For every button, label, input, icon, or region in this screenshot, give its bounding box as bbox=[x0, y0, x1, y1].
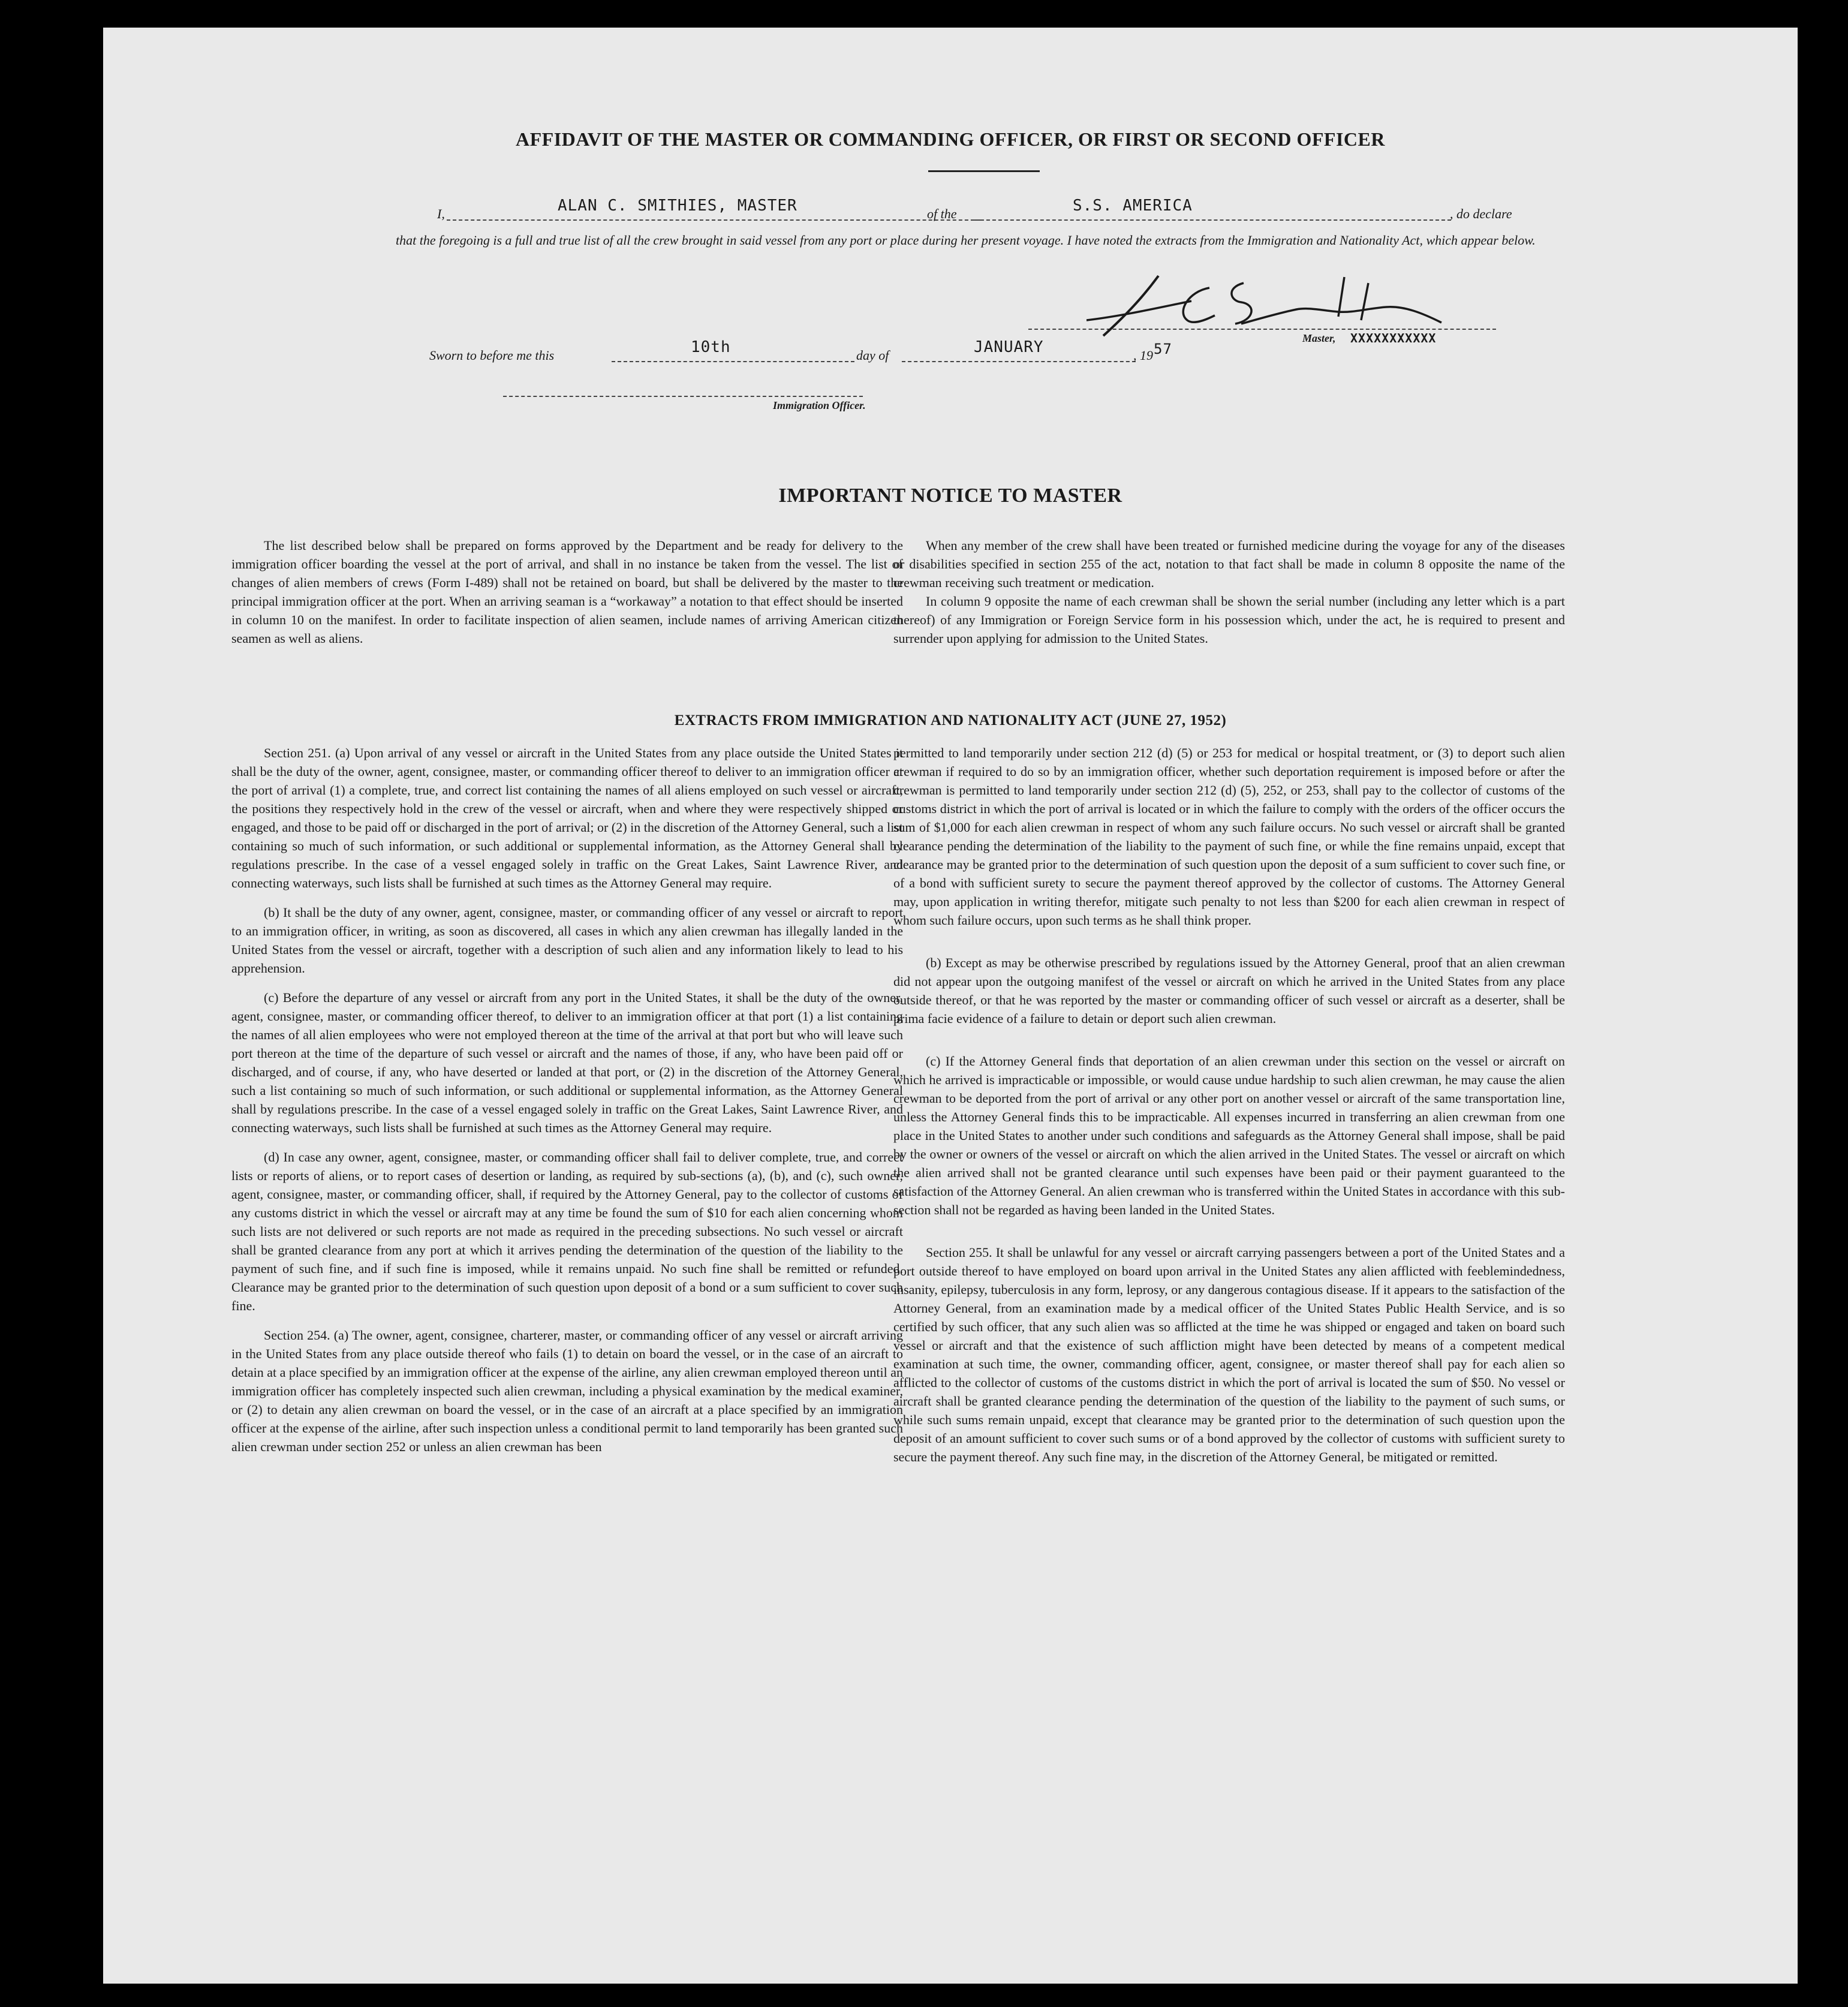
i-label: I, bbox=[437, 206, 445, 221]
sworn-month: JANUARY bbox=[974, 338, 1044, 356]
do-declare-label: , do declare bbox=[1450, 206, 1512, 221]
declarant-name: ALAN C. SMITHIES, MASTER bbox=[558, 197, 797, 215]
day-of-label: day of bbox=[856, 348, 889, 363]
affidavit-title: AFFIDAVIT OF THE MASTER OR COMMANDING OFFICER, OR FIRST OR SECOND OFFICER bbox=[516, 128, 1385, 150]
year-prefix: , 19 bbox=[1133, 348, 1153, 363]
title-underline bbox=[928, 170, 1040, 172]
vessel-line bbox=[974, 219, 1451, 221]
section-251-a: Section 251. (a) Upon arrival of any vessel or aircraft in the United States from any place outside the United States it shall be the duty of the owner, agent, consignee, master, or commanding officer thereof to deliver to an immigration officer at the port of arrival (1) a complete, true, and correct list containing the names of all aliens employed on such vessel or aircraft, the positions they respectively hold in the crew of the vessel or aircraft, when and where they were respectively shipped or engaged, and those to be paid off or discharged in the port of arrival; or (2) in the discretion of the Attorney General, such a list containing so much of such information, or such additional or supplemental information, as the Attorney General shall by regulations prescribe. In the case of a vessel engaged solely in traffic on the Great Lakes, Saint Lawrence River, and connecting waterways, such lists shall be furnished at such times as the Attorney General may require. bbox=[231, 745, 903, 890]
sworn-day: 10th bbox=[691, 338, 731, 356]
extracts-title: EXTRACTS FROM IMMIGRATION AND NATIONALITY ACT (JUNE 27, 1952) bbox=[674, 712, 1227, 729]
vessel-name: S.S. AMERICA bbox=[1073, 197, 1193, 215]
sworn-month-line bbox=[902, 361, 1136, 362]
sworn-day-line bbox=[612, 361, 854, 362]
section-255: Section 255. It shall be unlawful for any vessel or aircraft carrying passengers between a port of the United States and a port outside thereof to have employed on board upon arrival in the United States any alien afflicted with feeblemindedness, insanity, epilepsy, tuberculosis in any form, leprosy, or any dangerous contagious disease. If it appears to the satisfaction of the Attorney General, from an examination made by a medical officer of the United States Public Health Service, and is so certified by such officer, that any such alien was so afflicted at the time he was shipped or engaged and taken on board such vessel or aircraft and that the existence of such affliction might have been detected by means of a competent medical examination at such time, the owner, commanding officer, agent, consignee, or master thereof shall pay for each alien so afflicted to the collector of customs of the customs district in which the port of arrival is located the sum of $50. No vessel or aircraft shall be granted clearance pending the determination of the question of the liability to the payment of such sums, or while such sums remain unpaid, except that clearance may be granted prior to the determination of such question upon the deposit of an amount sufficient to cover such sums or of a bond approved by the collector of customs with sufficient surety to secure the payment thereof. Any such fine may, in the discretion of the Attorney General, be mitigated or remitted. bbox=[893, 1245, 1565, 1464]
immigration-officer-label: Immigration Officer. bbox=[773, 399, 866, 411]
section-251-c: (c) Before the departure of any vessel or aircraft from any port in the United States, it shall be the duty of the owner, agent, consignee, master, or commanding officer thereof, to deliver to an immigration officer at that port (1) a list containing the names of all alien employees who were not employed thereon at the time of the arrival at that port but who will leave such port thereon at the time of the departure of such vessel or aircraft and the names of those, if any, who have been paid off or discharged, and of course, if any, who have deserted or landed at that port, or (2) in the discretion of the Attorney General, such a list containing so much of such information, or such additional or supplemental information, as the Attorney General shall by regulations prescribe. In the case of a vessel engaged solely in traffic on the Great Lakes, Saint Lawrence River, and connecting waterways, such lists shall be furnished at such times as the Attorney General may require. bbox=[231, 990, 903, 1135]
sworn-label: Sworn to before me this bbox=[429, 348, 555, 363]
struck-officer-title: XXXXXXXXXXX bbox=[1350, 331, 1437, 345]
signature-caption: Master, bbox=[1302, 332, 1336, 344]
extracts-right-column bbox=[893, 744, 1565, 1477]
section-251-b: (b) It shall be the duty of any owner, agent, consignee, master, or commanding officer of any vessel or aircraft to report to an immigration officer, in writing, as soon as discovered, all cases in which any alien crewman has illegally landed in the United States from the vessel or aircraft, together with a description of such alien and any information likely to lead to his apprehension. bbox=[231, 905, 903, 976]
declarant-line bbox=[447, 219, 980, 221]
notice-right-paragraph-1: When any member of the crew shall have been treated or furnished medicine during the voyage for any of the diseases or disabilities specified in section 255 of the act, notation to that fact shall be made in column 8 opposite the name of the crewman receiving such treatment or medication. bbox=[893, 538, 1565, 590]
section-254-a: Section 254. (a) The owner, agent, consignee, charterer, master, or commanding officer of any vessel or aircraft arriving in the United States from any place outside thereof who fails (1) to detain on board the vessel, or in the case of an aircraft to detain at a place specified by an immigration officer at the expense of the airline, any alien crewman employed thereon until an immigration officer has completely inspected such alien crewman, including a physical examination by the medical examiner, or (2) to detain any alien crewman on board the vessel, or in the case of an aircraft at a place specified by an immigration officer at the expense of the airline, after such inspection unless a conditional permit to land temporarily has been granted such alien crewman under section 252 or unless an alien crewman has been bbox=[231, 1328, 903, 1454]
declaration-text: that the foregoing is a full and true list of all the crew brought in said vessel from any port or place during her present voyage. I have noted the extracts from the Immigration and Nationality Act, which appear below. bbox=[396, 233, 1536, 248]
notice-title: IMPORTANT NOTICE TO MASTER bbox=[778, 485, 1122, 507]
document-page bbox=[103, 28, 1798, 1984]
section-251-d: (d) In case any owner, agent, consignee, master, or commanding officer shall fail to deliver complete, true, and correct lists or reports of aliens, or to report cases of desertion or landing, as required by sub-sections (a), (b), and (c), such owner, agent, consignee, master, or commanding officer, shall, if required by the Attorney General, pay to the collector of customs of any customs district in which the vessel or aircraft may at any time be found the sum of $10 for each alien concerning whom such lists are not delivered or such reports are not made as required in the preceding subsections. No such vessel or aircraft shall be granted clearance from any port at which it arrives pending the determination of the question of the liability to the payment of such fine, and if such fine is imposed, while it remains unpaid. No such fine shall be remitted or refunded. Clearance may be granted prior to the determination of such question upon deposit of a bond or a sum sufficient to cover such fine. bbox=[231, 1150, 903, 1313]
master-signature bbox=[1086, 265, 1446, 340]
notice-left-paragraph: The list described below shall be prepared on forms approved by the Department and be ready for delivery to the immigration officer boarding the vessel at the port of arrival, and shall in no instance be taken from the vessel. The list of changes of alien members of crews (Form I-489) shall not be retained on board, but shall be delivered by the master to the principal immigration officer at the port. When an arriving seaman is a “workaway” a notation to that effect should be inserted in column 10 on the manifest. In order to facilitate inspection of alien seamen, include names of arriving American citizen seamen as well as aliens. bbox=[231, 538, 903, 646]
of-the-label: of the bbox=[927, 206, 957, 221]
notice-right-paragraph-2: In column 9 opposite the name of each crewman shall be shown the serial number (including any letter which is a part thereof) of any Immigration or Foreign Service form in his possession which, under the act, he is required to present and surrender upon applying for admission to the United States. bbox=[893, 594, 1565, 646]
sworn-year: 57 bbox=[1154, 341, 1172, 357]
section-254-a-continued: permitted to land temporarily under section 212 (d) (5) or 253 for medical or hospital treatment, or (3) to deport such alien crewman if required to do so by an immigration officer, whether such deportation requirement is imposed before or after the crewman is permitted to land temporarily under section 212 (d) (5), 252, or 253, shall pay to the collector of customs of the customs district in which the port of arrival is located or in which the failure to comply with the orders of the officer occurs the sum of $1,000 for each alien crewman in respect of whom any such failure occurs. No such vessel or aircraft shall be granted clearance pending the determination of the liability to the payment of such fine, or while the fine remains unpaid, except that clearance may be granted prior to the determination of such question upon the deposit of a sum sufficient to cover such fine, or of a bond with sufficient surety to secure the payment thereof approved by the collector of customs. The Attorney General may, upon application in writing therefor, mitigate such penalty to not less than $200 for each alien crewman in respect of whom such failure occurs, upon such terms as he shall think proper. bbox=[893, 745, 1565, 928]
extracts-left-column bbox=[231, 744, 903, 1467]
immigration-officer-line bbox=[503, 396, 863, 397]
section-254-b: (b) Except as may be otherwise prescribed by regulations issued by the Attorney General, proof that an alien crewman did not appear upon the outgoing manifest of the vessel or aircraft on which he arrived in the United States from any place outside thereof, or that he was reported by the master or commanding officer of such vessel or aircraft as a deserter, shall be prima facie evidence of a failure to detain or deport such alien crewman. bbox=[893, 955, 1565, 1026]
section-254-c: (c) If the Attorney General finds that deportation of an alien crewman under this section on the vessel or aircraft on which he arrived is impracticable or impossible, or would cause undue hardship to such alien crewman, he may cause the alien crewman to be deported from the port of arrival or any other port on another vessel or aircraft of the same transportation line, unless the Attorney General finds this to be impracticable. All expenses incurred in transferring an alien crewman from one place in the United States to another under such conditions and safeguards as the Attorney General shall impose, shall be paid by the owner or owners of the vessel or aircraft on which the alien arrived in the United States. The vessel or aircraft on which the alien arrived shall not be granted clearance until such expenses have been paid or their payment guaranteed to the satisfaction of the Attorney General. An alien crewman who is transferred within the United States in accordance with this sub-section shall not be regarded as having been landed in the United States. bbox=[893, 1054, 1565, 1217]
